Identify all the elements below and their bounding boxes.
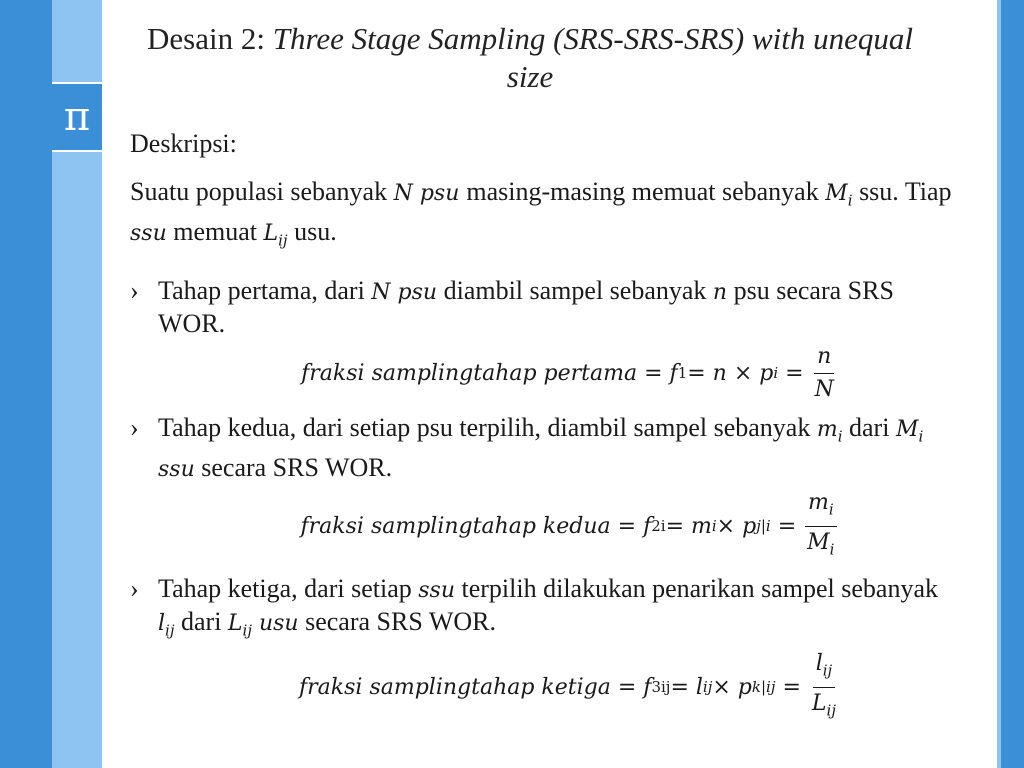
b1-t2: diambil sampel sebanyak [437,275,713,305]
math-n: n [712,279,728,305]
f2-numerator: $m_i$ [805,489,837,526]
f3-mid2: × p [712,674,752,700]
math-Mi: $M_i$ [825,181,853,210]
bullet-2-text [158,412,960,485]
f1-sub1: 1 [677,363,688,382]
b3-t4: secara SRS WOR. [298,606,496,636]
intro-text-4: memuat [166,217,264,247]
title-prefix: Desain 2: [147,21,273,56]
math-Lij-usu: $L_{ij}$ usu [227,610,299,640]
b2-t1: Tahap kedua, dari setiap psu terpilih, diambil sampel sebanyak [158,412,817,442]
b3-t1: Tahap ketiga, dari setiap [158,573,419,603]
intro-text-5: usu. [287,217,337,247]
f2-equals: = [770,513,797,539]
slide-title [130,20,930,96]
fraction-n-over-N [812,343,837,404]
math-lij: $l_{ij}$ [158,610,175,640]
intro-text-2: masing-masing memuat sebanyak [466,177,826,206]
math-N-psu: N psu [393,181,467,206]
f3-mid: = l [670,674,703,700]
f1-sub2: i [773,363,779,382]
math-Lij: $L_{ij}$ [263,221,288,250]
sidebar-divider-bottom [52,150,102,152]
title-italic: Three Stage Sampling (SRS-SRS-SRS) with unequal size [272,21,913,94]
formula-stage-3 [178,650,960,724]
f3-sub2: k|ij [751,677,776,696]
bullet-stage-3 [130,573,960,724]
b1-t1: Tahap pertama, dari [158,275,372,305]
f3-equals: = [775,674,801,700]
f3-denominator: $L_{ij}$ [811,690,836,720]
bullet-3-text [158,573,960,646]
fraction-lij-over-Lij [809,650,839,724]
b3-t2: terpilih dilakukan penarikan sampel sebanyak [455,573,939,603]
f2-lhs: fraksi samplingtahap kedua = f [300,513,652,539]
f3-lhs: fraksi samplingtahap ketiga = f [299,674,652,700]
bullet-marker: › [130,275,139,305]
b1-t3: psu secara SRS WOR. [158,275,894,338]
sidebar-dark-stripe [0,0,52,768]
b2-t3: secara SRS WOR. [194,453,393,483]
b3-t3: dari [174,606,228,636]
bullet-stage-1 [130,275,960,404]
right-dark-stripe [1001,0,1024,768]
formula-stage-2 [178,489,960,563]
f3-sub-l: ij [702,677,713,696]
f1-numerator: n [814,343,834,374]
math-N-psu-b1: N psu [371,279,438,305]
f3-numerator: $l_{ij}$ [813,650,836,687]
b2-t2: dari [842,412,896,442]
f1-lhs: fraksi samplingtahap pertama = f [301,360,678,386]
bullet-marker: › [130,573,139,603]
f3-sub1: 3ij [651,677,671,696]
math-ssu-b3: ssu [418,577,455,603]
intro-paragraph [130,176,960,257]
f2-sub-m: i [711,516,717,535]
description-heading: Deskripsi: [130,129,237,158]
slide-body [130,128,960,724]
bullet-1-text [158,275,960,339]
intro-text-1: Suatu populasi sebanyak [130,177,394,206]
f1-equals: = [778,360,804,386]
f1-denominator: N [814,376,834,402]
f2-mid: = m [665,513,712,539]
pi-icon: π [52,84,102,150]
fraction-mi-over-Mi [804,489,837,563]
bullet-stage-2 [130,412,960,563]
math-ssu: ssu [130,221,167,247]
bullet-marker: › [130,412,139,442]
f2-sub2: j|i [756,516,771,535]
f2-sub1: 2i [651,516,666,535]
f1-mid: = n × p [687,360,774,386]
f2-denominator: $M_i$ [807,529,835,558]
math-mi: $m_i$ [816,416,843,446]
f2-mid2: × p [716,513,757,539]
math-Mi-ssu: $M_i$ ssu [158,416,924,483]
intro-text-3: ssu. Tiap [852,177,952,206]
formula-stage-1 [178,343,960,404]
